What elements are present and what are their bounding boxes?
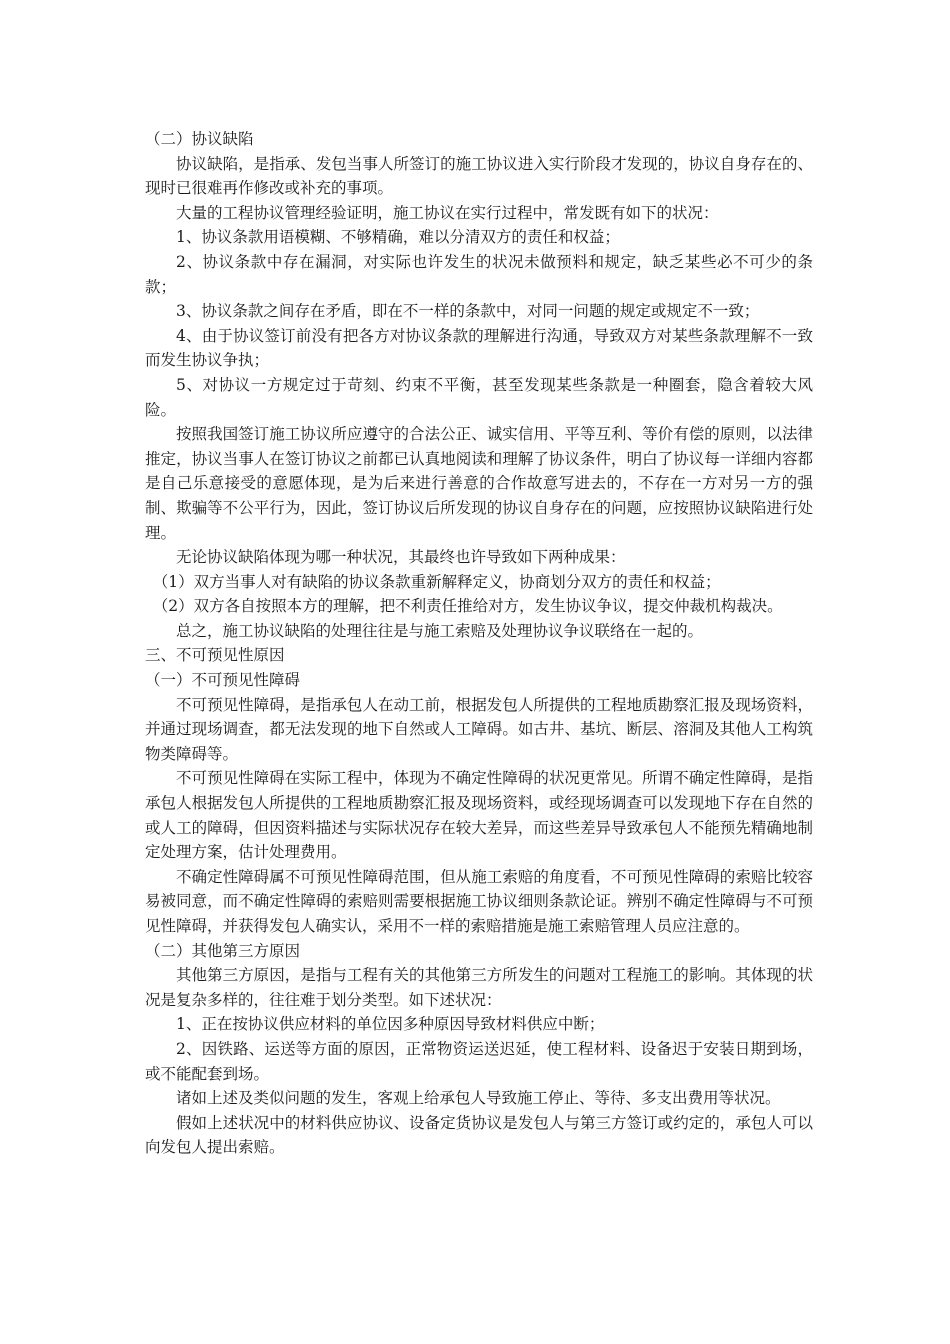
paragraph: 协议缺陷，是指承、发包当事人所签订的施工协议进入实行阶段才发现的，协议自身存在的、现时已很难再作修改或补充的事项。 xyxy=(145,154,813,198)
document-body xyxy=(145,127,813,1160)
section-heading-contract-defects: （二）协议缺陷 xyxy=(145,130,254,148)
subsection-heading-third-party-causes: （二）其他第三方原因 xyxy=(145,941,301,960)
list-item: （1）双方当事人对有缺陷的协议条款重新解释定义，协商划分双方的责任和权益； xyxy=(152,572,721,591)
paragraph: 大量的工程协议管理经验证明，施工协议在实行过程中，常发既有如下的状况： xyxy=(176,203,719,222)
list-item: 3、协议条款之间存在矛盾，即在不一样的条款中，对同一问题的规定或规定不一致； xyxy=(176,302,760,321)
paragraph: 总之，施工协议缺陷的处理往往是与施工索赔及处理协议争议联络在一起的。 xyxy=(176,621,704,640)
section-heading-unforeseeable-causes: 三、不可预见性原因 xyxy=(145,646,285,665)
list-item: 5、对协议一方规定过于苛刻、约束不平衡，甚至发现某些条款是一种圈套，隐含着较大风险。 xyxy=(145,375,813,419)
paragraph: 假如上述状况中的材料供应协议、设备定货协议是发包人与第三方签订或约定的，承包人可以向发包人提出索赔。 xyxy=(145,1113,813,1157)
list-item: 2、因铁路、运送等方面的原因，正常物资运送迟延，使工程材料、设备迟于安装日期到场，或不能配套到场。 xyxy=(145,1039,813,1083)
list-item: 1、正在按协议供应材料的单位因多种原因导致材料供应中断； xyxy=(176,1015,605,1034)
paragraph: 不可预见性障碍在实际工程中，体现为不确定性障碍的状况更常见。所谓不确定性障碍，是指承包人根据发包人所提供的工程地质勘察汇报及现场资料，或经现场调查可以发现地下存在自然的或人工的障碍，但因资料描述与实际状况存在较大差异，而这些差异导致承包人不能预先精确地制定处理方案，估计处理费用。 xyxy=(145,769,813,862)
paragraph: 按照我国签订施工协议所应遵守的合法公正、诚实信用、平等互利、等价有偿的原则，以法律推定，协议当事人在签订协议之前都已认真地阅读和理解了协议条件，明白了协议每一详细内容都是自己乐意接受的意愿体现，是为后来进行善意的合作故意写进去的，不存在一方对另一方的强制、欺骗等不公平行为，因此，签订协议后所发现的协议自身存在的问题，应按照协议缺陷进行处理。 xyxy=(145,425,813,542)
list-item: 2、协议条款中存在漏洞，对实际也许发生的状况未做预料和规定，缺乏某些必不可少的条款； xyxy=(145,252,813,296)
list-item: 4、由于协议签订前没有把各方对协议条款的理解进行沟通，导致双方对某些条款理解不一致而发生协议争执； xyxy=(145,326,813,370)
list-item: （2）双方各自按照本方的理解，把不利责任推给对方，发生协议争议，提交仲裁机构裁决。 xyxy=(152,597,783,616)
paragraph: 其他第三方原因，是指与工程有关的其他第三方所发生的问题对工程施工的影响。其体现的状况是复杂多样的，往往难于划分类型。如下述状况： xyxy=(145,966,813,1009)
paragraph: 无论协议缺陷体现为哪一种状况，其最终也许导致如下两种成果： xyxy=(176,548,626,567)
subsection-heading-unforeseeable-obstacles: （一）不可预见性障碍 xyxy=(145,671,301,690)
list-item: 1、协议条款用语模糊、不够精确，难以分清双方的责任和权益； xyxy=(176,228,620,247)
paragraph: 不可预见性障碍，是指承包人在动工前，根据发包人所提供的工程地质勘察汇报及现场资料，并通过现场调查，都无法发现的地下自然或人工障碍。如古井、基坑、断层、溶洞及其他人工构筑物类障碍等。 xyxy=(145,695,813,763)
paragraph: 不确定性障碍属不可预见性障碍范围，但从施工索赔的角度看，不可预见性障碍的索赔比较容易被同意，而不确定性障碍的索赔则需要根据施工协议细则条款论证。辨别不确定性障碍与不可预见性障碍，并获得发包人确实认，采用不一样的索赔措施是施工索赔管理人员应注意的。 xyxy=(145,867,813,935)
paragraph: 诸如上述及类似问题的发生，客观上给承包人导致施工停止、等待、多支出费用等状况。 xyxy=(176,1089,781,1108)
